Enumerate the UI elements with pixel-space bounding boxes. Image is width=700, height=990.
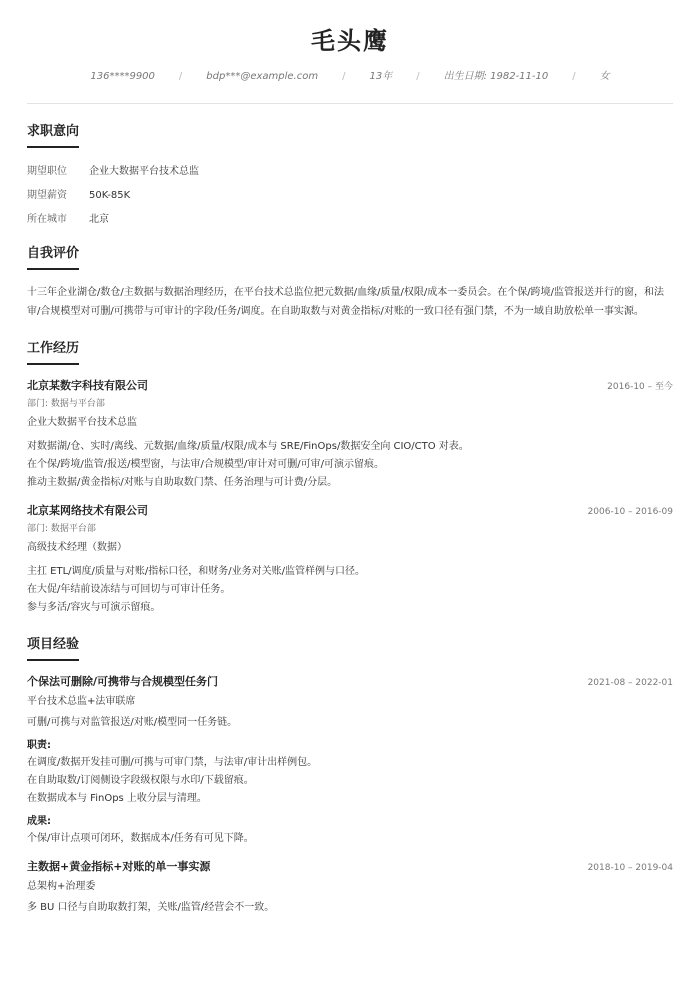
project-description: 多 BU 口径与自助取数打架，关账/监管/经营会不一致。 [27,902,275,913]
company-name: 北京某数字科技有限公司 [27,379,148,392]
birth-date-text: 出生日期: 1982-11-10 [443,71,549,82]
section-title-self: 自我评价 [27,246,79,270]
intent-row [27,214,673,226]
job-entry [27,504,673,617]
intent-value: 企业大数据平台技术总监 [89,166,199,177]
project-name: 主数据+黄金指标+对账的单一事实源 [27,860,211,873]
section-title-projects: 项目经验 [27,637,79,661]
project-date: 2021-08 – 2022-01 [587,678,673,688]
gender-text: 女 [599,71,610,82]
job-department: 部门: 数据平台部 [27,524,96,534]
project-entry [27,675,673,848]
job-role: 高级技术经理（数据） [27,542,127,553]
job-bullets [27,563,673,617]
section-title-work: 工作经历 [27,341,79,365]
intent-key: 期望薪资 [27,190,67,201]
project-role: 总架构+治理委 [27,881,96,892]
job-header [27,504,673,519]
intent-value: 50K-85K [89,190,131,201]
contact-bar [27,71,673,83]
job-bullet: 推动主数据/黄金指标/对账与自助取数门禁、任务治理与可计费/分层。 [27,477,338,488]
experience-years-text: 13年 [369,71,393,82]
phone-text: 136****9900 [90,71,155,82]
project-duty: 在自助取数/订阅侧设字段级权限与水印/下载留痕。 [27,775,254,786]
intent-row [27,166,673,178]
job-bullet: 在个保/跨境/监管/报送/模型窗，与法审/合规模型/审计对可删/可审/可演示留痕。 [27,459,384,470]
project-description: 可删/可携与对监管报送/对账/模型同一任务链。 [27,717,238,728]
candidate-name: 毛头鹰 [311,27,389,55]
intent-row [27,190,673,202]
project-entry [27,860,673,917]
job-department: 部门: 数据与平台部 [27,399,105,409]
project-role: 平台技术总监+法审联席 [27,696,136,707]
self-evaluation-text: 十三年企业湖仓/数仓/主数据与数据治理经历，在平台技术总监位把元数据/血缘/质量/权限/成本一委员会。在个保/跨境/监管报送并行的窗，和法审/合规模型对可删/可携带与可审计的字段/任务/调度。在自助取数与对黄金指标/对账的一致口径有强门禁，不为一域自助放松单一事实源。 [27,287,664,317]
header-divider [27,103,673,104]
project-duty: 在数据成本与 FinOps 上收分层与清理。 [27,793,207,804]
divider: / [342,71,346,82]
results-label: 成果: [27,816,51,827]
divider: / [416,71,420,82]
project-date: 2018-10 – 2019-04 [587,863,673,873]
job-role: 企业大数据平台技术总监 [27,417,137,428]
project-name: 个保法可删除/可携带与合规模型任务门 [27,675,219,688]
project-result: 个保/审计点项可闭环，数据成本/任务有可见下降。 [27,833,254,844]
intent-list [27,166,673,226]
section-title-intent: 求职意向 [27,124,79,148]
job-bullet: 对数据湖/仓、实时/离线、元数据/血缘/质量/权限/成本与 SRE/FinOps/数据安全向 CIO/CTO 对表。 [27,441,469,452]
email-text: bdp***@example.com [206,71,319,82]
intent-value: 北京 [89,214,109,225]
duties-label: 职责: [27,740,51,751]
intent-key: 所在城市 [27,214,67,225]
project-duty: 在调度/数据开发挂可删/可携与可审门禁，与法审/审计出样例包。 [27,757,318,768]
job-date: 2016-10 – 至今 [607,382,673,392]
project-header [27,675,673,690]
project-header [27,860,673,875]
job-bullet: 参与多活/容灾与可演示留痕。 [27,602,161,613]
job-date: 2006-10 – 2016-09 [587,507,673,517]
job-header [27,379,673,394]
intent-key: 期望职位 [27,166,67,177]
job-bullets [27,438,673,492]
divider: / [572,71,576,82]
company-name: 北京某网络技术有限公司 [27,504,148,517]
divider: / [178,71,183,82]
job-bullet: 主扛 ETL/调度/质量与对账/指标口径，和财务/业务对关账/监管样例与口径。 [27,566,366,577]
job-entry [27,379,673,492]
job-bullet: 在大促/年结前设冻结与可回切与可审计任务。 [27,584,231,595]
